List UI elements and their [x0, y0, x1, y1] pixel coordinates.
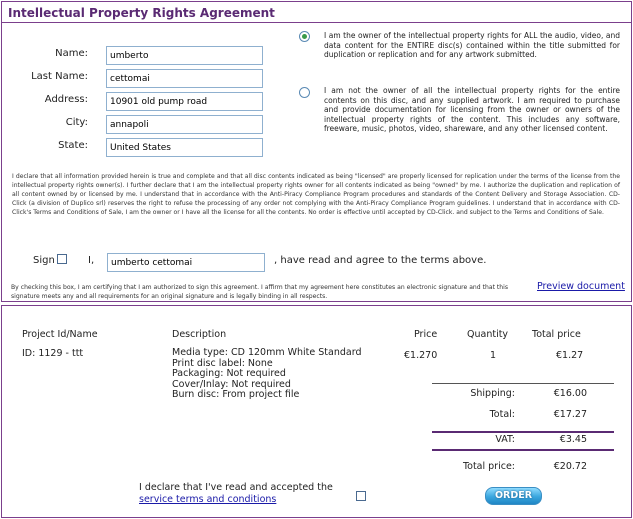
vat-divider	[432, 431, 614, 433]
item-quantity: 1	[490, 350, 497, 361]
declaration-text: I declare that all information provided herein is true and complete and that all disc contents indicated as being "licensed" are properly licensed for replication under the terms of the license from the intellectual property rights owner(s). I further declare that I am the intellectual property rights owner for all contents indicated as being "owned" by me. I authorize the duplication and replication of all content owned by or licensed by me. I understand that in accordance with the Anti-Piracy Compliance Program procedures and standards of the Content Delivery and Storage Association. CD-Click (a division of Duplico srl) reserves the right to refuse the processing of any order not complying with the Anti-Piracy Compliance Program guidelines. I understand that in accordance with CD-Click's Terms and Conditions of Sale, I am the owner or I have all the license for all the contents. No order is effective until accepted by CD-Click. and subject to the Terms and Conditions of Sale.	[12, 173, 620, 217]
item-project-id: ID: 1129 - ttt	[22, 348, 84, 359]
item-total: €1.27	[556, 350, 584, 361]
total-label: Total:	[489, 409, 515, 420]
state-input[interactable]	[106, 138, 263, 157]
desc-line: Print disc label: None	[172, 357, 273, 369]
sign-checkbox[interactable]	[57, 254, 67, 264]
accept-terms	[139, 482, 333, 505]
item-description	[172, 348, 362, 401]
order-panel	[1, 305, 632, 518]
shipping-value: €16.00	[553, 388, 587, 399]
sign-i-label: I,	[88, 255, 95, 266]
total-price-label: Total price:	[462, 461, 515, 472]
last-name-label: Last Name:	[31, 71, 88, 82]
accept-text: I declare that I've read and accepted the	[139, 482, 333, 493]
owner-all-rights-radio[interactable]	[299, 31, 310, 42]
certify-text: By checking this box, I am certifying that I am authorized to sign this agreement. I affirm that my agreement here constitutes an electronic signature and that this signature meets any and all requirements for an original signature and is legally binding in all respects.	[11, 284, 509, 301]
accept-terms-checkbox[interactable]	[356, 491, 366, 501]
col-description-header: Description	[172, 329, 227, 340]
order-button[interactable]: ORDER	[485, 487, 542, 505]
total-price-value: €20.72	[553, 461, 587, 472]
title-divider	[2, 22, 631, 23]
city-label: City:	[65, 117, 88, 128]
signature-name-input[interactable]	[107, 253, 265, 272]
desc-line: Media type: CD 120mm White Standard	[172, 347, 362, 358]
vat-value: €3.45	[559, 434, 587, 445]
agreement-panel	[1, 1, 632, 302]
address-input[interactable]	[106, 92, 263, 111]
owner-all-rights-text: I am the owner of the intellectual property rights for ALL the audio, video, and data content for the ENTIRE disc(s) contained within the title submitted for duplication or replication and for any artwork submitted.	[324, 31, 620, 60]
col-project-header: Project Id/Name	[22, 329, 98, 340]
not-owner-radio[interactable]	[299, 87, 310, 98]
service-terms-link[interactable]: service terms and conditions	[139, 493, 277, 505]
total-price-divider	[432, 449, 614, 451]
shipping-label: Shipping:	[470, 388, 515, 399]
not-owner-text: I am not the owner of all the intellectual property rights for the entire contents on this disc, and any supplied artwork. I am required to purchase and provide documentation for licensing from the owner or owners of the intellectual property rights of the content. This includes any software, freeware, music, photos, video, shareware, and any other licensed content.	[324, 86, 620, 134]
total-value: €17.27	[553, 409, 587, 420]
address-label: Address:	[44, 94, 88, 105]
item-price: €1.270	[404, 350, 438, 361]
sign-agree-text: , have read and agree to the terms above.	[274, 255, 487, 266]
desc-line: Packaging: Not required	[172, 368, 286, 380]
preview-document-link[interactable]: Preview document	[537, 281, 625, 292]
name-input[interactable]	[106, 46, 263, 65]
state-label: State:	[58, 140, 88, 151]
col-price-header: Price	[414, 329, 438, 340]
last-name-input[interactable]	[106, 69, 263, 88]
col-total-header: Total price	[532, 329, 581, 340]
agreement-title: Intellectual Property Rights Agreement	[8, 6, 275, 20]
vat-label: VAT:	[495, 434, 515, 445]
desc-line: Burn disc: From project file	[172, 389, 300, 401]
name-label: Name:	[55, 48, 88, 59]
col-quantity-header: Quantity	[467, 329, 509, 340]
city-input[interactable]	[106, 115, 263, 134]
summary-divider	[432, 383, 614, 384]
sign-label: Sign	[33, 255, 55, 266]
desc-line: Cover/Inlay: Not required	[172, 378, 291, 390]
